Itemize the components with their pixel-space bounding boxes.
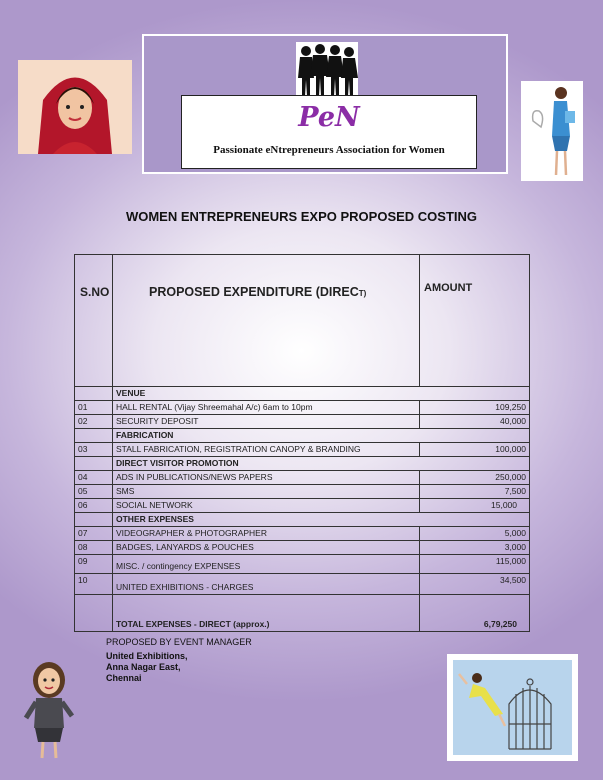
sno-header: S.NO: [75, 255, 113, 387]
table-row: [75, 401, 530, 415]
section-row: [75, 429, 530, 443]
row-description: SMS: [113, 485, 420, 499]
row-sno: 07: [75, 527, 113, 541]
shopping-woman-illustration: [521, 81, 583, 181]
address-line: Chennai: [106, 673, 142, 683]
row-amount: 7,500: [420, 485, 530, 499]
table-row: [75, 415, 530, 429]
expenditure-header-tail: T): [358, 289, 367, 298]
section-label: OTHER EXPENSES: [113, 513, 530, 527]
table-row: [75, 555, 530, 574]
total-row: [75, 595, 530, 632]
expenditure-header: [113, 255, 420, 387]
total-amount: 6,79,250: [420, 595, 530, 632]
row-description: UNITED EXHIBITIONS - CHARGES: [113, 574, 420, 595]
section-label: DIRECT VISITOR PROMOTION: [113, 457, 530, 471]
logo-mark: PeN: [298, 102, 360, 133]
row-sno: 10: [75, 574, 113, 595]
header-panel: [142, 34, 508, 174]
total-label: TOTAL EXPENSES - DIRECT (approx.): [113, 595, 420, 632]
section-row: [75, 513, 530, 527]
row-sno: 04: [75, 471, 113, 485]
row-description: STALL FABRICATION, REGISTRATION CANOPY & BRANDING: [113, 443, 420, 457]
table-header-row: [75, 255, 530, 387]
row-amount: 100,000: [420, 443, 530, 457]
row-sno: 05: [75, 485, 113, 499]
section-label: VENUE: [113, 387, 530, 401]
row-sno: 06: [75, 499, 113, 513]
row-description: HALL RENTAL (Vijay Shreemahal A/c) 6am to 10pm: [113, 401, 420, 415]
women-silhouettes-icon: [296, 42, 358, 96]
costing-table: [74, 254, 530, 632]
address-line: Anna Nagar East,: [106, 662, 181, 672]
row-description: BADGES, LANYARDS & POUCHES: [113, 541, 420, 555]
businesswoman-icon: [18, 658, 80, 762]
table-row: [75, 574, 530, 595]
expenditure-header-main: PROPOSED EXPENDITURE (DIREC: [149, 285, 359, 299]
businesswoman-illustration: [18, 658, 80, 762]
freedom-cage-illustration: [447, 654, 578, 761]
organization-name: Passionate eNtrepreneurs Association for Women: [213, 144, 445, 156]
row-description: SECURITY DEPOSIT: [113, 415, 420, 429]
indian-woman-illustration: [18, 60, 132, 154]
section-row: [75, 387, 530, 401]
table-row: [75, 485, 530, 499]
row-amount: 34,500: [420, 574, 530, 595]
section-label: FABRICATION: [113, 429, 530, 443]
row-amount: 109,250: [420, 401, 530, 415]
row-amount: 5,000: [420, 527, 530, 541]
proposed-by: PROPOSED BY EVENT MANAGER: [106, 637, 252, 647]
row-description: MISC. / contingency EXPENSES: [113, 555, 420, 574]
table-row: [75, 443, 530, 457]
row-amount: 115,000: [420, 555, 530, 574]
shopping-woman-icon: [521, 81, 583, 181]
row-description: ADS IN PUBLICATIONS/NEWS PAPERS: [113, 471, 420, 485]
row-amount: 15,000: [420, 499, 530, 513]
row-description: SOCIAL NETWORK: [113, 499, 420, 513]
row-sno: 03: [75, 443, 113, 457]
birdcage-woman-icon: [447, 654, 578, 761]
logo-box: [181, 95, 477, 169]
row-amount: 250,000: [420, 471, 530, 485]
table-row: [75, 541, 530, 555]
row-amount: 40,000: [420, 415, 530, 429]
row-sno: 02: [75, 415, 113, 429]
row-description: VIDEOGRAPHER & PHOTOGRAPHER: [113, 527, 420, 541]
row-sno: 09: [75, 555, 113, 574]
table-row: [75, 527, 530, 541]
address-line: United Exhibitions,: [106, 651, 188, 661]
document-title: WOMEN ENTREPRENEURS EXPO PROPOSED COSTING: [125, 209, 478, 224]
row-sno: 01: [75, 401, 113, 415]
amount-header: AMOUNT: [420, 255, 530, 387]
section-row: [75, 457, 530, 471]
table-row: [75, 499, 530, 513]
table-row: [75, 471, 530, 485]
event-manager-address: [106, 651, 188, 684]
row-sno: 08: [75, 541, 113, 555]
row-amount: 3,000: [420, 541, 530, 555]
woman-portrait-icon: [18, 60, 132, 154]
